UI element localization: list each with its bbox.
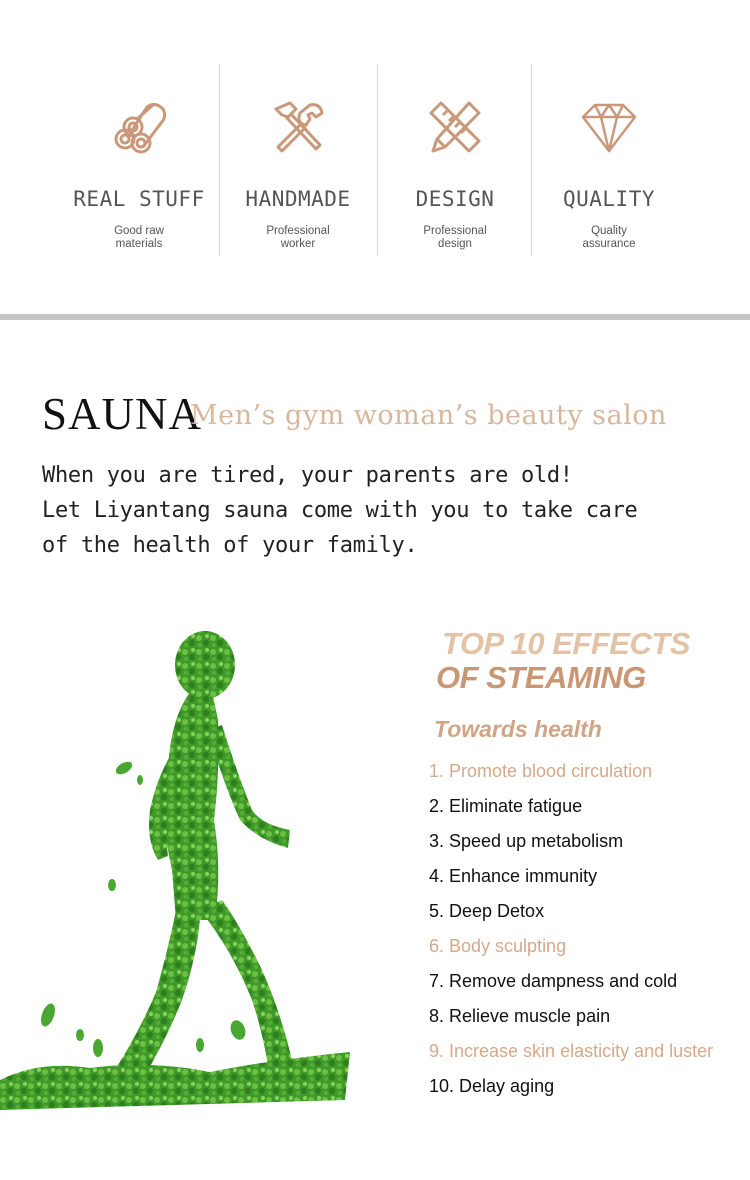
feature-title: DESIGN [415, 187, 495, 211]
intro-line: of the health of your family. [42, 533, 418, 558]
feature-subtitle: Professional design [423, 225, 487, 250]
divider [219, 64, 220, 256]
list-item: 8. Relieve muscle pain [429, 1006, 611, 1026]
feature-title: REAL STUFF [73, 187, 205, 211]
feature-title: QUALITY [562, 187, 655, 211]
effects-heading-line2: OF STEAMING [436, 660, 646, 695]
effects-heading [436, 627, 690, 695]
list-item: 9. Increase skin elasticity and luster [429, 1041, 714, 1061]
sauna-subtitle: Men’s gym woman’s beauty salon [190, 400, 667, 431]
intro-line: Let Liyantang sauna come with you to take care [42, 498, 638, 523]
divider [531, 64, 532, 256]
intro-text [42, 458, 637, 563]
feature-real-stuff [64, 95, 214, 251]
intro-line: When you are tired, your parents are old! [42, 463, 573, 488]
effects-heading-line1: TOP 10 EFFECTS [442, 626, 690, 661]
design-icon [423, 95, 487, 159]
list-item: 3. Speed up metabolism [429, 831, 624, 851]
diamond-icon [577, 95, 641, 159]
list-item: 6. Body sculpting [429, 936, 567, 956]
feature-subtitle: Good raw materials [114, 225, 164, 250]
effects-subheading: Towards health [434, 716, 602, 742]
section-divider [0, 314, 750, 320]
list-item: 2. Eliminate fatigue [429, 796, 583, 816]
feature-quality [534, 95, 684, 251]
list-item: 7. Remove dampness and cold [429, 971, 678, 991]
logs-icon [107, 95, 171, 159]
list-item: 5. Deep Detox [429, 901, 545, 921]
features-row [0, 0, 750, 310]
grass-walking-figure [0, 620, 400, 1120]
divider [377, 64, 378, 256]
feature-handmade [223, 95, 373, 251]
feature-subtitle: Professional worker [266, 225, 330, 250]
feature-title: HANDMADE [245, 187, 351, 211]
list-item: 10. Delay aging [429, 1076, 555, 1096]
feature-design [380, 95, 530, 251]
tools-icon [266, 95, 330, 159]
sauna-title: SAUNA [42, 389, 203, 439]
feature-subtitle: Quality assurance [582, 225, 636, 250]
list-item: 1. Promote blood circulation [429, 761, 653, 781]
list-item: 4. Enhance immunity [429, 866, 598, 886]
effects-list [429, 758, 713, 1108]
